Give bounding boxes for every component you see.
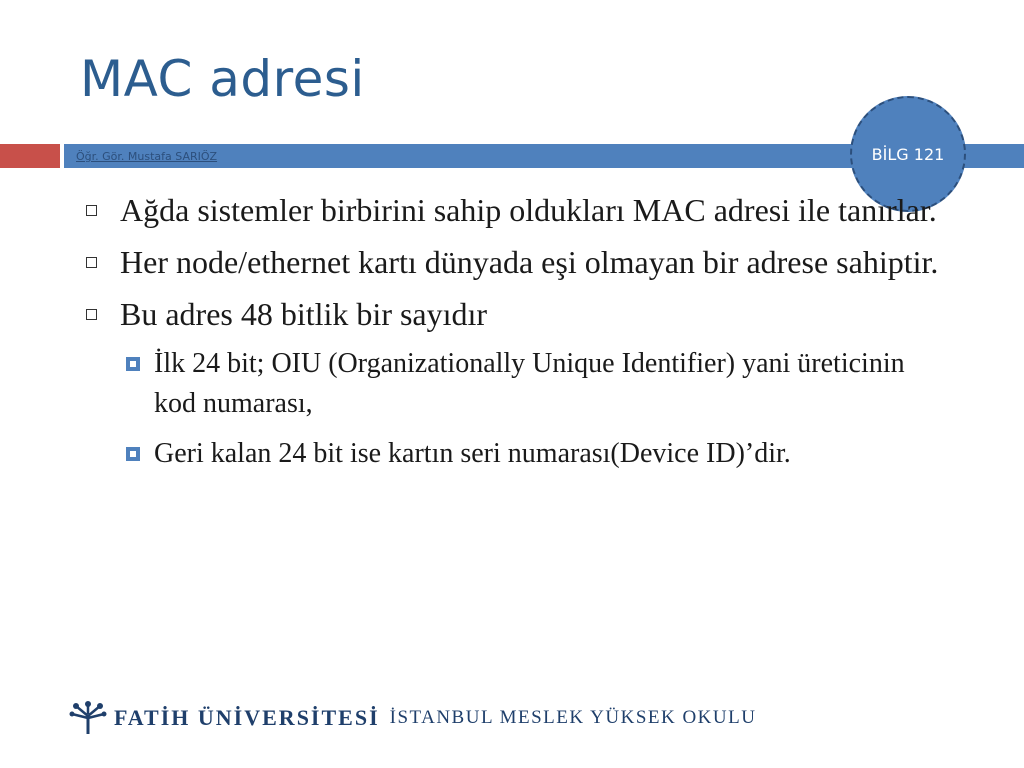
bullet-item [84,240,944,284]
school-name: İSTANBUL MESLEK YÜKSEK OKULU [389,707,757,728]
sub-bullet-item [124,434,944,474]
bullet-item [84,188,944,232]
sub-bullet-item [124,344,944,424]
course-badge-label: BİLG 121 [871,144,945,164]
university-name: FATİH ÜNİVERSİTESİ [114,705,380,730]
filled-square-bullet-icon [126,357,140,371]
hollow-square-bullet-icon [86,257,97,268]
sub-bullet-text: Geri kalan 24 bit ise kartın seri numarası(Device ID)’dir. [154,438,791,469]
header-band-red [0,144,60,168]
bullet-text: Bu adres 48 bitlik bir sayıdır [120,296,488,332]
bullet-list [84,188,944,484]
footer-logo [68,700,756,736]
hollow-square-bullet-icon [86,309,97,320]
sub-bullet-text: İlk 24 bit; OIU (Organizationally Unique Identifier) yani üreticinin kod numarası, [154,348,905,419]
hollow-square-bullet-icon [86,205,97,216]
bullet-item [84,292,944,336]
bullet-text: Her node/ethernet kartı dünyada eşi olmayan bir adrese sahiptir. [120,244,939,280]
tree-logo-icon [68,700,108,736]
author-label: Öğr. Gör. Mustafa SARIÖZ [76,150,218,163]
filled-square-bullet-icon [126,447,140,461]
slide-title: MAC adresi [80,50,365,108]
bullet-text: Ağda sistemler birbirini sahip oldukları MAC adresi ile tanırlar. [120,192,937,228]
